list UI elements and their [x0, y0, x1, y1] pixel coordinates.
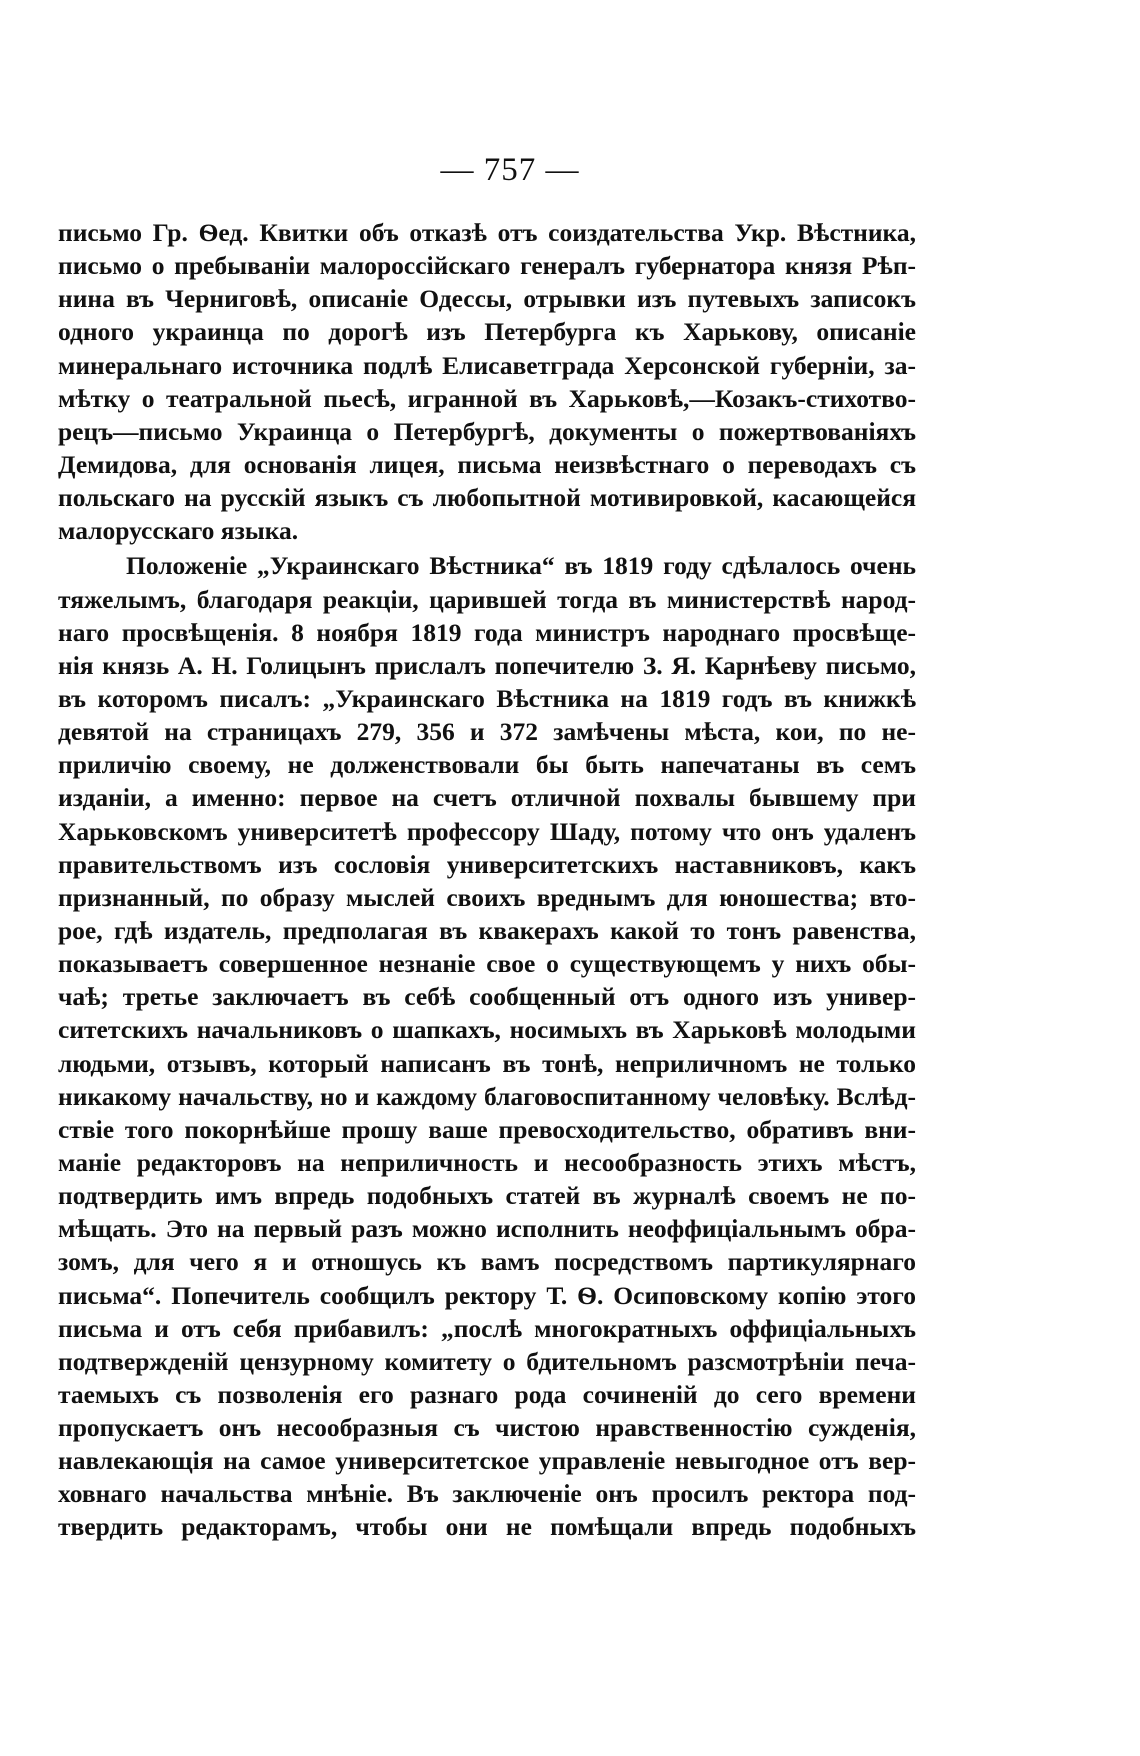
body-text [58, 216, 916, 1544]
text-line: пропускаетъ онъ несообразныя съ чистою нравственностію сужденія, [58, 1413, 916, 1443]
text-line: людьми, отзывъ, который написанъ въ тонѣ, неприличномъ не только [58, 1048, 916, 1078]
text-line: Демидова, для основанія лицея, письма неизвѣстнаго о переводахъ съ [58, 449, 916, 479]
text-line: приличію своему, не долженствовали бы быть напечатаны въ семъ [58, 750, 916, 780]
text-line: малорусскаго языка. [58, 516, 299, 546]
text-line: рецъ—письмо Украинца о Петербургѣ, документы о пожертвованіяхъ [58, 416, 916, 446]
text-line: польскаго на русскій языкъ съ любопытной мотивировкой, касающейся [58, 483, 916, 513]
text-line: подтвержденій цензурному комитету о бдительномъ разсмотрѣніи печа- [58, 1346, 916, 1376]
text-line: навлекающія на самое университетское управленіе невыгодное отъ вер- [58, 1446, 916, 1476]
text-line: изданіи, а именно: первое на счетъ отличной похвалы бывшему при [58, 783, 916, 813]
text-line: девятой на страницахъ 279, 356 и 372 замѣчены мѣста, кои, по не- [58, 717, 916, 747]
text-line: ствіе того покорнѣйше прошу ваше превосходительство, обративъ вни- [58, 1114, 916, 1144]
text-line: нина въ Черниговѣ, описаніе Одессы, отрывки изъ путевыхъ записокъ [58, 284, 916, 314]
text-line: мѣтку о театральной пьесѣ, игранной въ Харьковѣ,—Козакъ-стихотво- [58, 383, 916, 413]
text-line: письмо Гр. Ѳед. Квитки объ отказѣ отъ соиздательства Укр. Вѣстника, [58, 218, 916, 247]
text-line: минеральнаго источника подлѣ Елисаветграда Херсонской губерніи, за- [58, 350, 916, 380]
text-line: правительствомъ изъ сословія университетскихъ наставниковъ, какъ [58, 849, 916, 879]
text-line: нія князь А. Н. Голицынъ прислалъ попечителю З. Я. Карнѣеву письмо, [58, 650, 916, 680]
text-line: тяжелымъ, благодаря реакціи, царившей тогда въ министерствѣ народ- [58, 584, 916, 614]
text-line: письма и отъ себя прибавилъ: „послѣ многократныхъ оффиціальныхъ [58, 1313, 916, 1343]
page-number: — 757 — [440, 152, 580, 188]
text-line: въ которомъ писалъ: „Украинскаго Вѣстника на 1819 годъ въ книжкѣ [58, 683, 916, 713]
text-line: подтвердить имъ впредь подобныхъ статей въ журналѣ своемъ не по- [58, 1181, 916, 1211]
text-line: маніе редакторовъ на неприличность и несообразность этихъ мѣстъ, [58, 1147, 916, 1177]
text-line: наго просвѣщенія. 8 ноября 1819 года министръ народнаго просвѣще- [58, 617, 916, 647]
text-line: рое, гдѣ издатель, предполагая въ квакерахъ какой то тонъ равенства, [58, 915, 916, 945]
text-line: одного украинца по дорогѣ изъ Петербурга къ Харькову, описаніе [58, 317, 916, 347]
text-line: показываетъ совершенное незнаніе свое о существующемъ у нихъ обы- [58, 949, 916, 979]
text-line: никакому начальству, но и каждому благовоспитанному человѣку. Вслѣд- [58, 1081, 916, 1111]
text-line: признанный, по образу мыслей своихъ вреднымъ для юношества; вто- [58, 882, 916, 912]
text-line: чаѣ; третье заключаетъ въ себѣ сообщенный отъ одного изъ универ- [58, 982, 916, 1012]
text-line: ситетскихъ начальниковъ о шапкахъ, носимыхъ въ Харьковѣ молодыми [58, 1015, 916, 1045]
text-line: зомъ, для чего я и отношусь къ вамъ посредствомъ партикулярнаго [58, 1247, 916, 1277]
text-line: письма“. Попечитель сообщилъ ректору Т. Ѳ. Осиповскому копію этого [58, 1280, 916, 1310]
text-line: Харьковскомъ университетѣ профессору Шаду, потому что онъ удаленъ [58, 816, 916, 846]
text-line: Положеніе „Украинскаго Вѣстника“ въ 1819 году сдѣлалось очень [126, 551, 916, 581]
text-line: твердить редакторамъ, чтобы они не помѣщали впредь подобныхъ [58, 1512, 916, 1542]
text-line: письмо о пребываніи малороссійскаго генералъ губернатора князя Рѣп- [58, 251, 916, 281]
text-line: ховнаго начальства мнѣніе. Въ заключеніе онъ просилъ ректора под- [58, 1479, 916, 1509]
text-line: таемыхъ съ позволенія его разнаго рода сочиненій до сего времени [58, 1379, 916, 1409]
text-line: мѣщать. Это на первый разъ можно исполнить неоффиціальнымъ обра- [58, 1214, 916, 1244]
